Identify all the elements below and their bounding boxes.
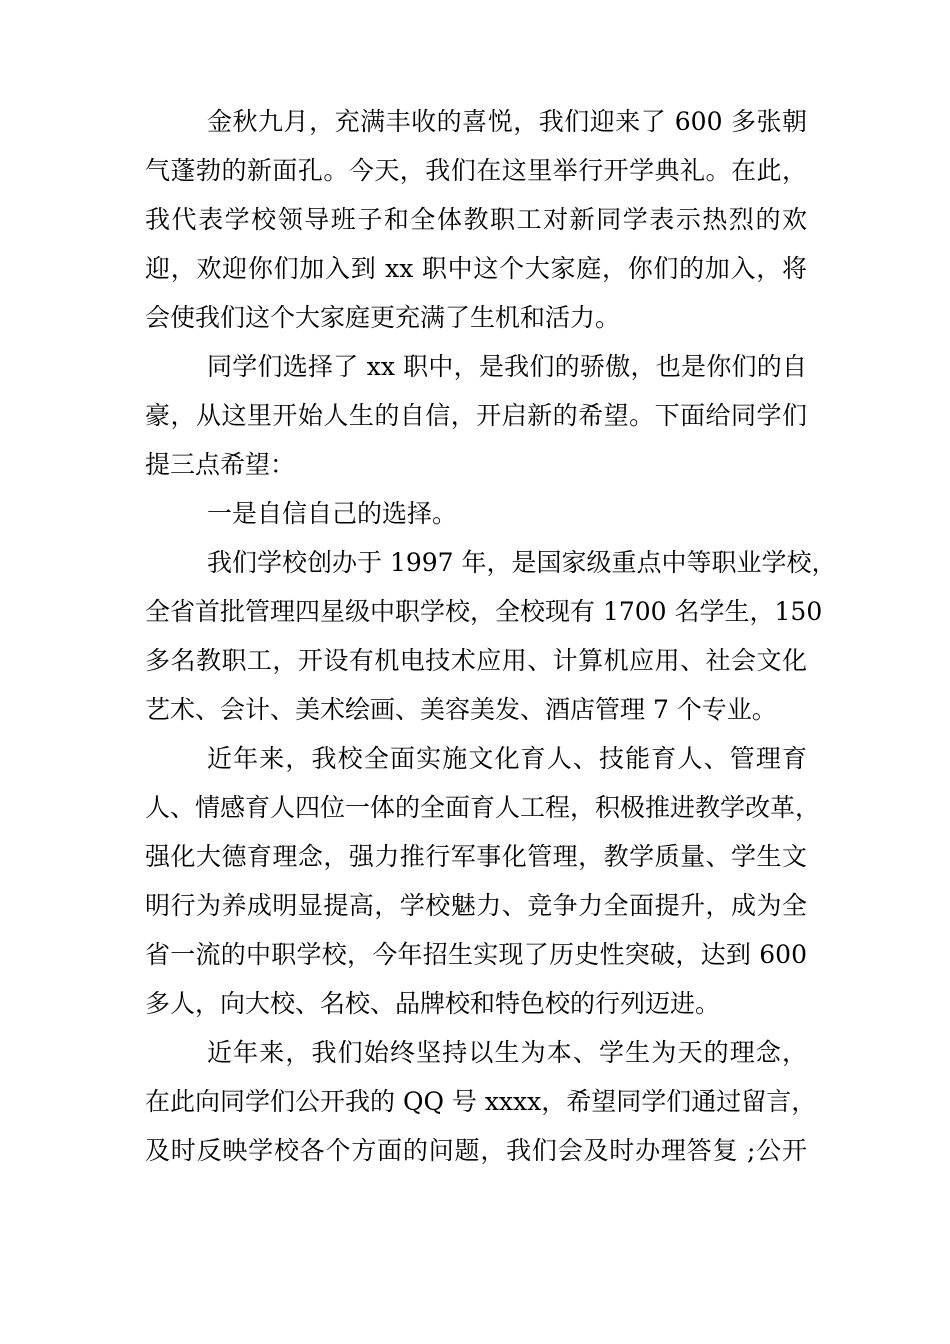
paragraph-line: 强化大德育理念，强力推行军事化管理，教学质量、学生文 xyxy=(145,842,807,871)
paragraph-student-first xyxy=(145,1028,817,1175)
paragraph-line: 艺术、会计、美术绘画、美容美发、酒店管理 7 个专业。 xyxy=(145,695,777,724)
paragraph-line: 豪，从这里开始人生的自信，开启新的希望。下面给同学们 xyxy=(145,401,807,430)
paragraph-line: 在此向同学们公开我的 QQ 号 xxxx，希望同学们通过留言， xyxy=(145,1087,817,1116)
paragraph-line: 近年来，我校全面实施文化育人、技能育人、管理育 xyxy=(207,744,807,773)
paragraph-line: 及时反映学校各个方面的问题，我们会及时办理答复 ;公开 xyxy=(145,1136,807,1165)
paragraph-line: 多人，向大校、名校、品牌校和特色校的行列迈进。 xyxy=(145,989,721,1018)
document-body xyxy=(145,97,837,1175)
paragraph-opening xyxy=(145,97,807,342)
paragraph-line: 我们学校创办于 1997 年，是国家级重点中等职业学校， xyxy=(207,548,837,577)
paragraph-line: 气蓬勃的新面孔。今天，我们在这里举行开学典礼。在此， xyxy=(145,156,807,185)
paragraph-hope-one xyxy=(145,489,807,538)
paragraph-line: 多名教职工，开设有机电技术应用、计算机应用、社会文化 xyxy=(145,646,807,675)
paragraph-line: 省一流的中职学校，今年招生实现了历史性突破，达到 600 xyxy=(145,940,807,969)
paragraph-line: 金秋九月，充满丰收的喜悦，我们迎来了 600 多张朝 xyxy=(207,107,807,136)
paragraph-choice xyxy=(145,342,807,489)
paragraph-achievements xyxy=(145,734,821,1028)
paragraph-line: 提三点希望： xyxy=(145,450,296,479)
paragraph-line: 同学们选择了 xx 职中，是我们的骄傲，也是你们的自 xyxy=(207,352,807,381)
paragraph-line: 迎，欢迎你们加入到 xx 职中这个大家庭，你们的加入，将 xyxy=(145,254,807,283)
paragraph-line: 全省首批管理四星级中职学校，全校现有 1700 名学生，150 xyxy=(145,597,823,626)
paragraph-line: 一是自信自己的选择。 xyxy=(207,499,458,528)
paragraph-line: 近年来，我们始终坚持以生为本、学生为天的理念， xyxy=(207,1038,807,1067)
paragraph-line: 明行为养成明显提高，学校魅力、竞争力全面提升，成为全 xyxy=(145,891,807,920)
paragraph-line: 会使我们这个大家庭更充满了生机和活力。 xyxy=(145,303,621,332)
paragraph-line: 人、情感育人四位一体的全面育人工程，积极推进教学改革， xyxy=(145,793,821,822)
paragraph-school-intro xyxy=(145,538,837,734)
paragraph-line: 我代表学校领导班子和全体教职工对新同学表示热烈的欢 xyxy=(145,205,807,234)
